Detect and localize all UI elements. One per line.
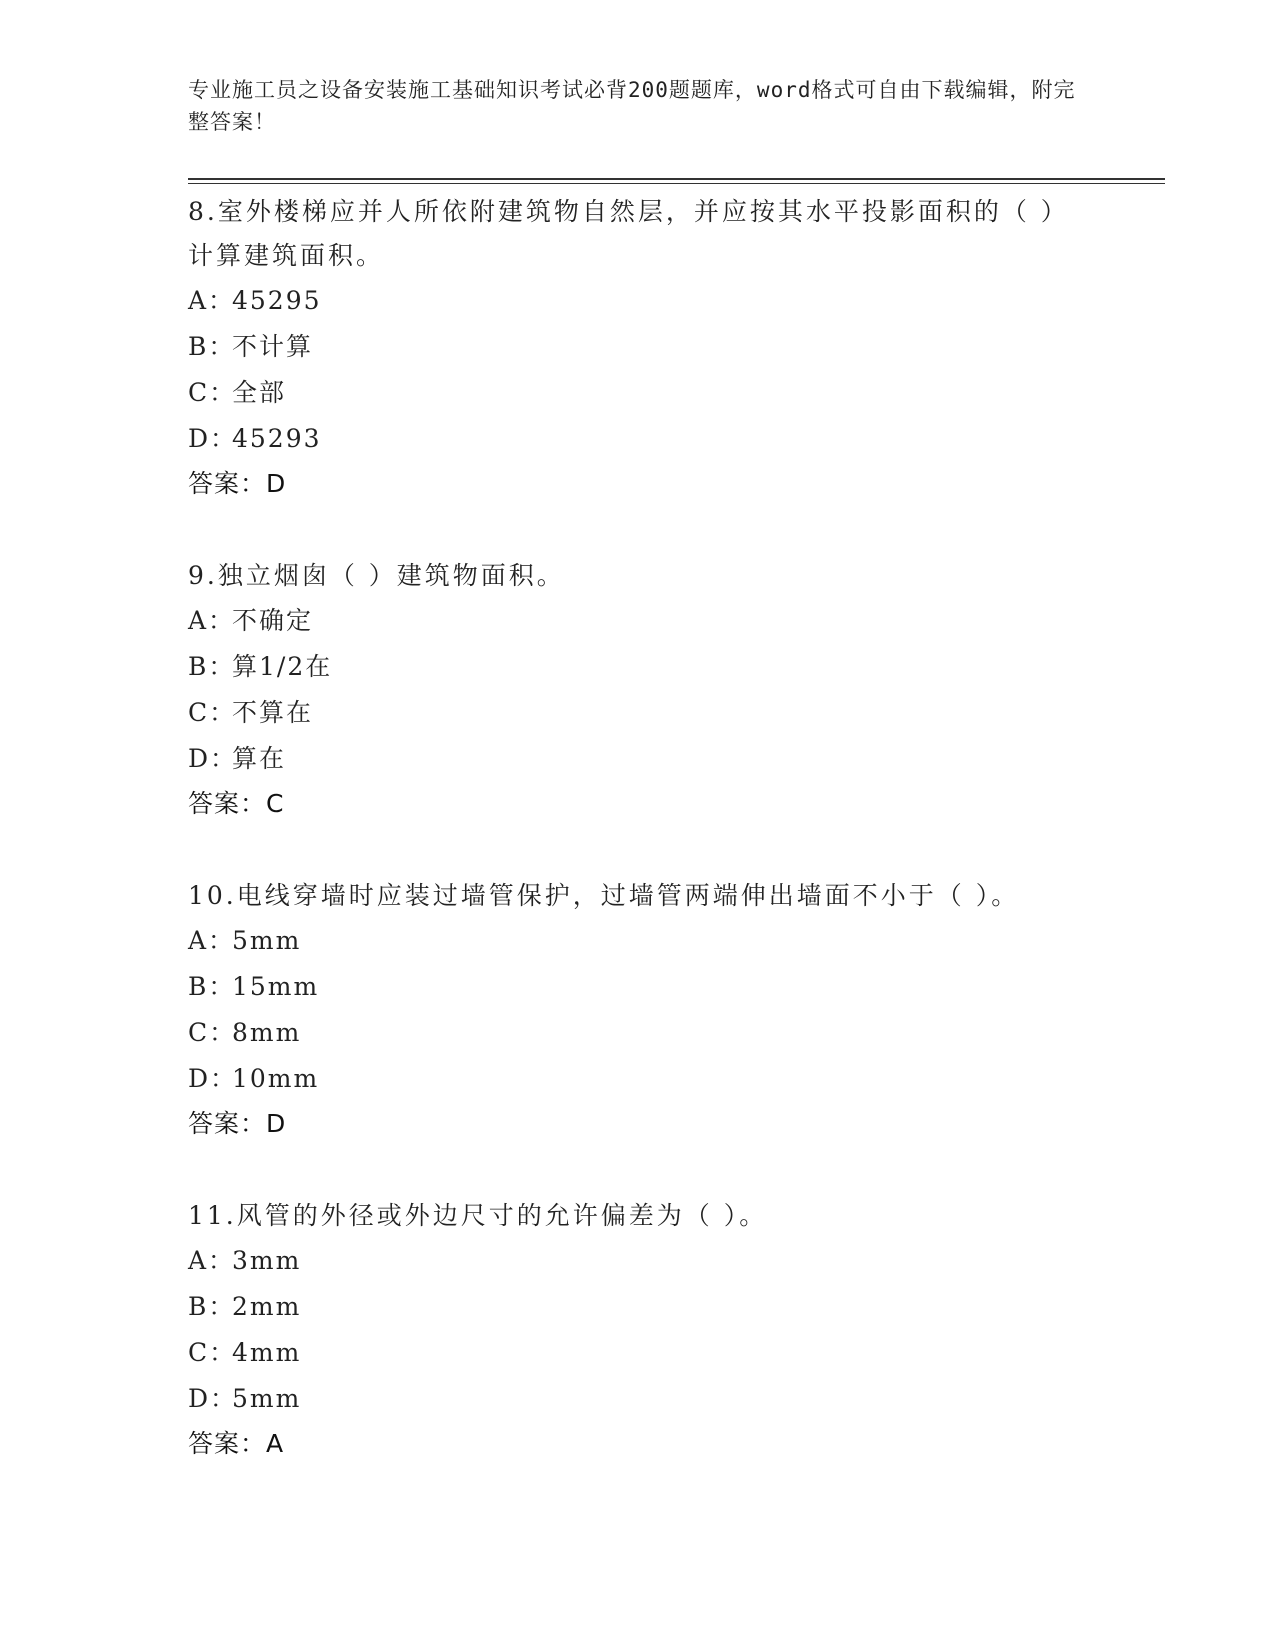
answer-line: 答案：C (188, 789, 285, 818)
option-letter: A： (188, 286, 236, 315)
answer-line: 答案：A (188, 1429, 285, 1458)
option-text: 不算在 (232, 698, 314, 727)
option-letter: C： (188, 1018, 237, 1047)
question-stem: 8.室外楼梯应并人所依附建筑物自然层，并应按其水平投影面积的（ ）计算建筑面积。 (188, 197, 1069, 270)
option-text: 不确定 (232, 606, 314, 635)
question-item (188, 874, 1088, 1146)
option-letter: C： (188, 698, 237, 727)
option-letter: A： (188, 606, 236, 635)
option-text: 8mm (232, 1018, 302, 1047)
option-letter: B： (188, 652, 236, 681)
question-item (188, 1194, 1088, 1466)
option-text: 2mm (232, 1292, 302, 1321)
option-text: 全部 (232, 378, 287, 407)
option-b (188, 324, 1088, 370)
option-letter: B： (188, 972, 236, 1001)
option-letter: D： (188, 1384, 238, 1413)
option-d (188, 1376, 1088, 1422)
option-text: 4mm (232, 1338, 302, 1367)
option-letter: A： (188, 926, 236, 955)
question-list (188, 190, 1088, 1514)
option-letter: D： (188, 744, 238, 773)
option-a (188, 278, 1088, 324)
option-b (188, 964, 1088, 1010)
option-text: 3mm (232, 1246, 302, 1275)
answer-line: 答案：D (188, 1109, 287, 1138)
option-text: 不计算 (232, 332, 314, 361)
option-c (188, 1330, 1088, 1376)
option-letter: D： (188, 1064, 238, 1093)
header-divider-thin (188, 183, 1165, 184)
option-letter: C： (188, 1338, 237, 1367)
question-stem: 10.电线穿墙时应装过墙管保护，过墙管两端伸出墙面不小于（ ）。 (188, 881, 1020, 910)
option-letter: A： (188, 1246, 236, 1275)
option-text: 5mm (232, 1384, 302, 1413)
option-c (188, 690, 1088, 736)
option-letter: D： (188, 424, 238, 453)
document-header: 专业施工员之设备安装施工基础知识考试必背200题题库，word格式可自由下载编辑，附完整答案！ (188, 78, 1076, 134)
option-d (188, 416, 1088, 462)
option-a (188, 1238, 1088, 1284)
option-text: 15mm (232, 972, 320, 1001)
option-text: 45295 (232, 286, 322, 315)
option-a (188, 598, 1088, 644)
answer-line: 答案：D (188, 469, 287, 498)
option-letter: B： (188, 1292, 236, 1321)
header-divider-thick (188, 178, 1165, 180)
question-stem: 9.独立烟囱（ ）建筑物面积。 (188, 561, 565, 590)
option-letter: C： (188, 378, 237, 407)
question-stem: 11.风管的外径或外边尺寸的允许偏差为（ ）。 (188, 1201, 768, 1230)
option-text: 45293 (232, 424, 322, 453)
option-c (188, 1010, 1088, 1056)
option-b (188, 644, 1088, 690)
option-d (188, 1056, 1088, 1102)
question-item (188, 190, 1088, 506)
option-d (188, 736, 1088, 782)
option-c (188, 370, 1088, 416)
option-b (188, 1284, 1088, 1330)
question-item (188, 554, 1088, 826)
option-letter: B： (188, 332, 236, 361)
option-text: 算在 (232, 744, 287, 773)
option-text: 算1/2在 (232, 652, 333, 681)
option-text: 10mm (232, 1064, 320, 1093)
option-a (188, 918, 1088, 964)
option-text: 5mm (232, 926, 302, 955)
